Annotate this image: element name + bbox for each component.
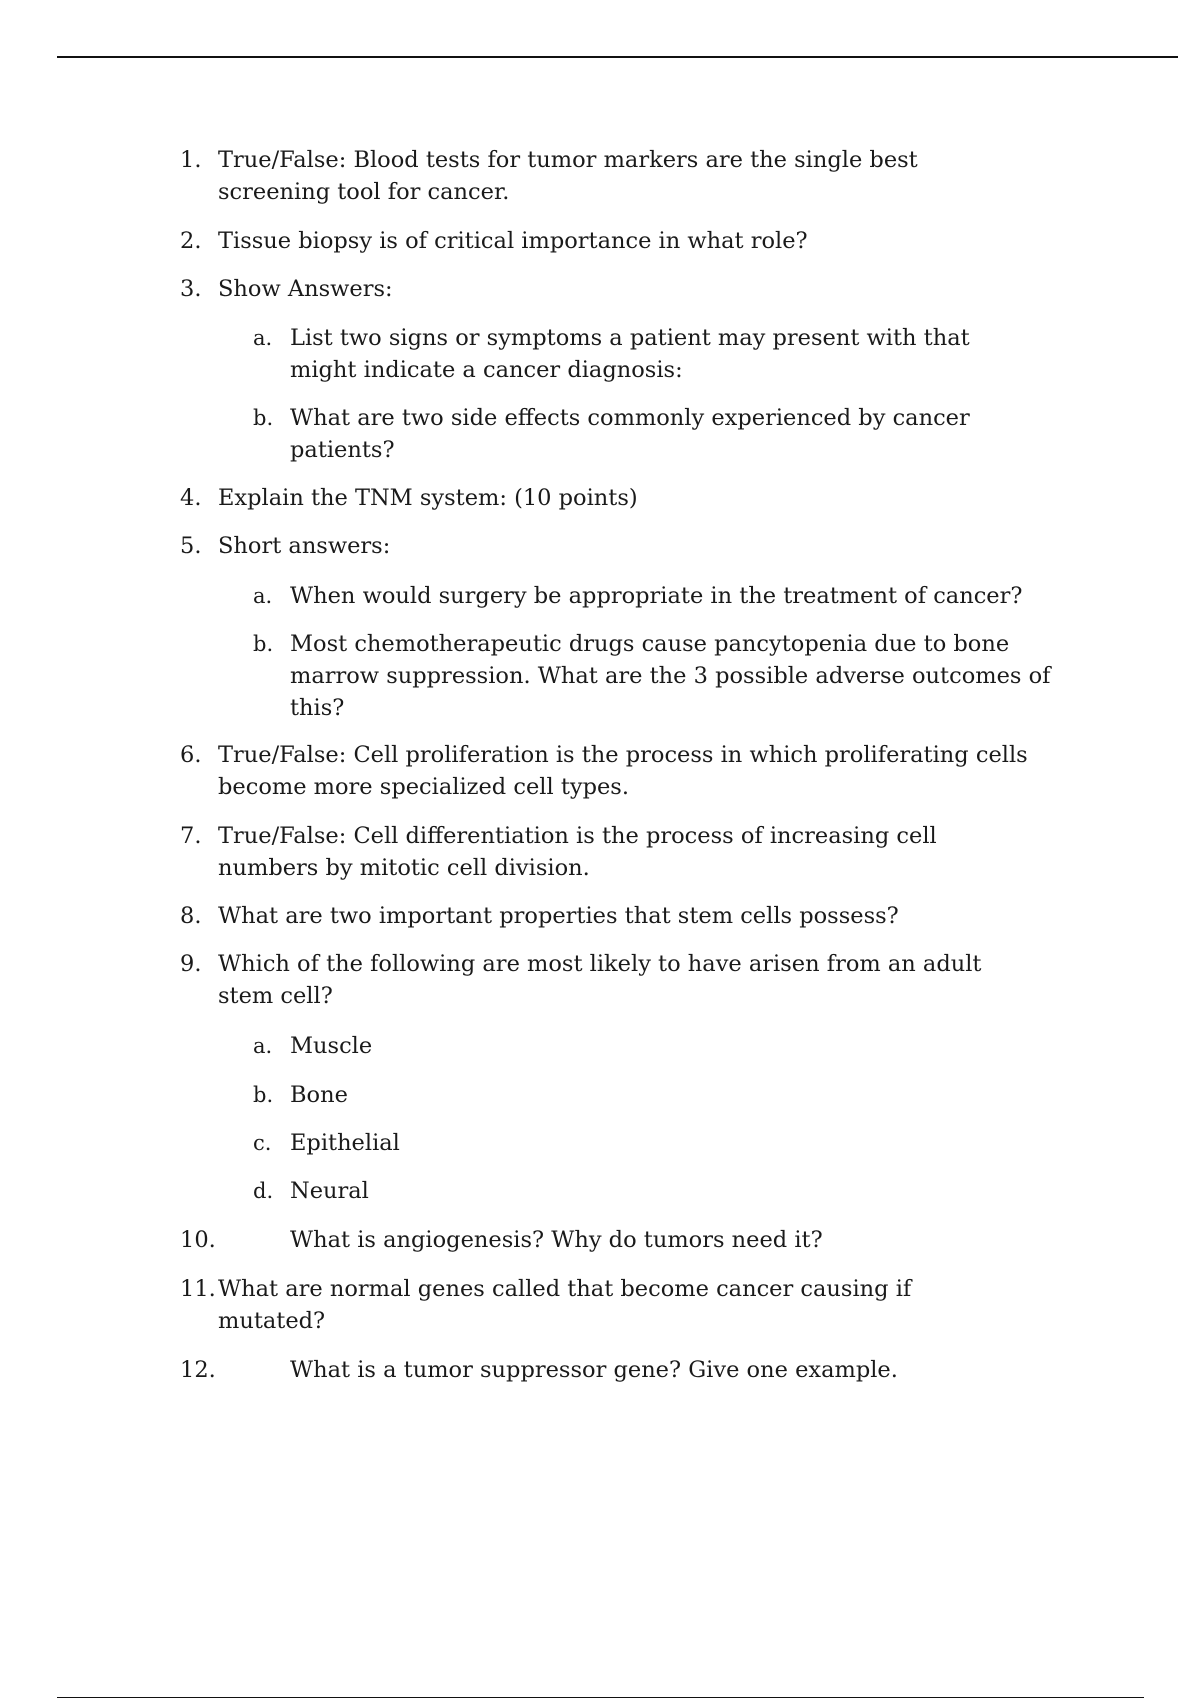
- question-number: 1.: [180, 147, 202, 173]
- question-number: 4.: [180, 485, 202, 511]
- question-number: 2.: [180, 228, 202, 254]
- sub-question-text: Epithelial: [290, 1130, 400, 1156]
- sub-question-text: List two signs or symptoms a patient may present with that might indicate a cancer diagnosis:: [290, 325, 970, 383]
- sub-question-text: Most chemotherapeutic drugs cause pancytopenia due to bone marrow suppression. What are the 3 possible adverse outcomes of this?: [290, 631, 1051, 721]
- question-text: True/False: Blood tests for tumor markers are the single best screening tool for cancer.: [218, 147, 918, 205]
- sub-question-text: What are two side effects commonly experienced by cancer patients?: [290, 405, 970, 463]
- question-text: Show Answers:: [218, 276, 393, 302]
- question-text: Explain the TNM system: (10 points): [218, 485, 638, 511]
- question-text: Tissue biopsy is of critical importance in what role?: [218, 228, 808, 254]
- header-rule: [57, 56, 1178, 58]
- question-text: What are normal genes called that become cancer causing if mutated?: [218, 1276, 912, 1334]
- sub-question-text: Muscle: [290, 1033, 373, 1059]
- question-number: 10.: [180, 1227, 216, 1253]
- question-text: True/False: Cell proliferation is the process in which proliferating cells become more specialized cell types.: [218, 742, 1028, 800]
- question-text: Short answers:: [218, 533, 391, 559]
- sub-question-letter: a.: [253, 584, 273, 608]
- question-number: 8.: [180, 903, 202, 929]
- question-number: 3.: [180, 276, 202, 302]
- question-text: True/False: Cell differentiation is the process of increasing cell numbers by mitotic cell division.: [218, 823, 937, 881]
- sub-question-letter: c.: [253, 1131, 272, 1155]
- sub-question-text: Bone: [290, 1082, 348, 1108]
- sub-question-letter: b.: [253, 632, 274, 656]
- sub-question-text: Neural: [290, 1178, 369, 1204]
- sub-question-letter: b.: [253, 1083, 274, 1107]
- question-number: 7.: [180, 823, 202, 849]
- sub-question-letter: a.: [253, 1034, 273, 1058]
- question-text: Which of the following are most likely to have arisen from an adult stem cell?: [218, 951, 982, 1009]
- question-text: What is a tumor suppressor gene? Give one example.: [290, 1357, 898, 1383]
- sub-question-letter: b.: [253, 406, 274, 430]
- sub-question-letter: d.: [253, 1179, 274, 1203]
- question-number: 9.: [180, 951, 202, 977]
- question-number: 11.: [180, 1276, 216, 1302]
- question-number: 6.: [180, 742, 202, 768]
- sub-question-letter: a.: [253, 326, 273, 350]
- question-text: What are two important properties that stem cells possess?: [218, 903, 899, 929]
- question-number: 12.: [180, 1357, 216, 1383]
- sub-question-text: When would surgery be appropriate in the treatment of cancer?: [290, 583, 1023, 609]
- footer-rule: [57, 1697, 1144, 1698]
- question-number: 5.: [180, 533, 202, 559]
- question-text: What is angiogenesis? Why do tumors need it?: [290, 1227, 823, 1253]
